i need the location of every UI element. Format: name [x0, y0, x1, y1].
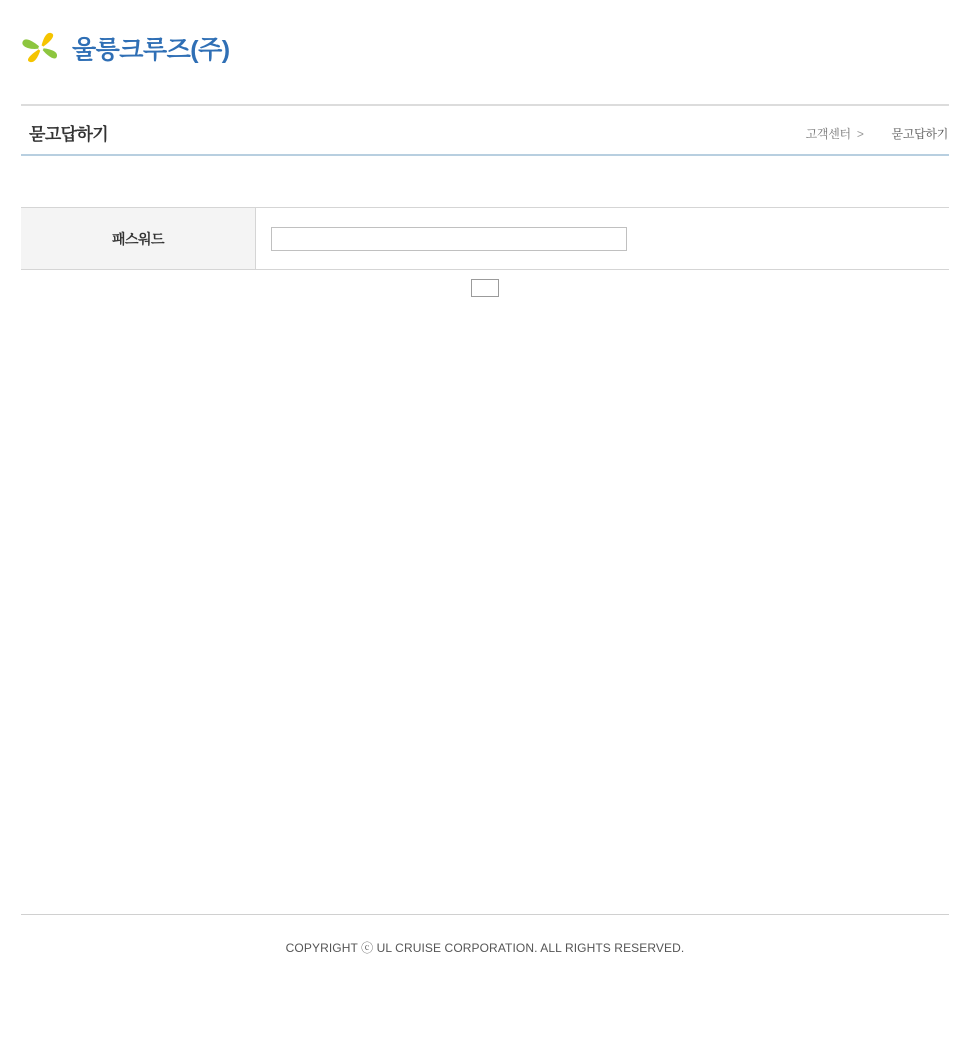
password-input-cell: [256, 208, 950, 270]
breadcrumb-separator-icon: >: [856, 126, 864, 141]
password-input[interactable]: [271, 227, 627, 251]
site-logo-link[interactable]: [21, 28, 230, 72]
site-footer: [21, 914, 949, 956]
page-title-bar: [21, 104, 949, 156]
breadcrumb-current: 묻고답하기: [891, 127, 948, 141]
password-label: 패스워드: [21, 208, 256, 270]
logo-text: [72, 35, 230, 64]
breadcrumb-parent[interactable]: 고객센터: [805, 127, 851, 141]
logo-text-main: 울릉크루즈: [72, 35, 191, 64]
page-title: 묻고답하기: [29, 125, 109, 144]
copyright-text: COPYRIGHT ⓒ UL CRUISE CORPORATION. ALL RIGHTS RESERVED.: [285, 941, 685, 955]
pinwheel-flower-logo-icon: [21, 28, 63, 72]
logo-text-suffix: (주): [190, 35, 230, 64]
form-button-row: [21, 279, 949, 301]
main-content: [21, 207, 949, 301]
table-row: [21, 208, 949, 270]
password-form-table: [21, 207, 949, 270]
confirm-button[interactable]: [471, 279, 499, 297]
breadcrumb: [806, 125, 948, 142]
site-header: [0, 0, 970, 104]
